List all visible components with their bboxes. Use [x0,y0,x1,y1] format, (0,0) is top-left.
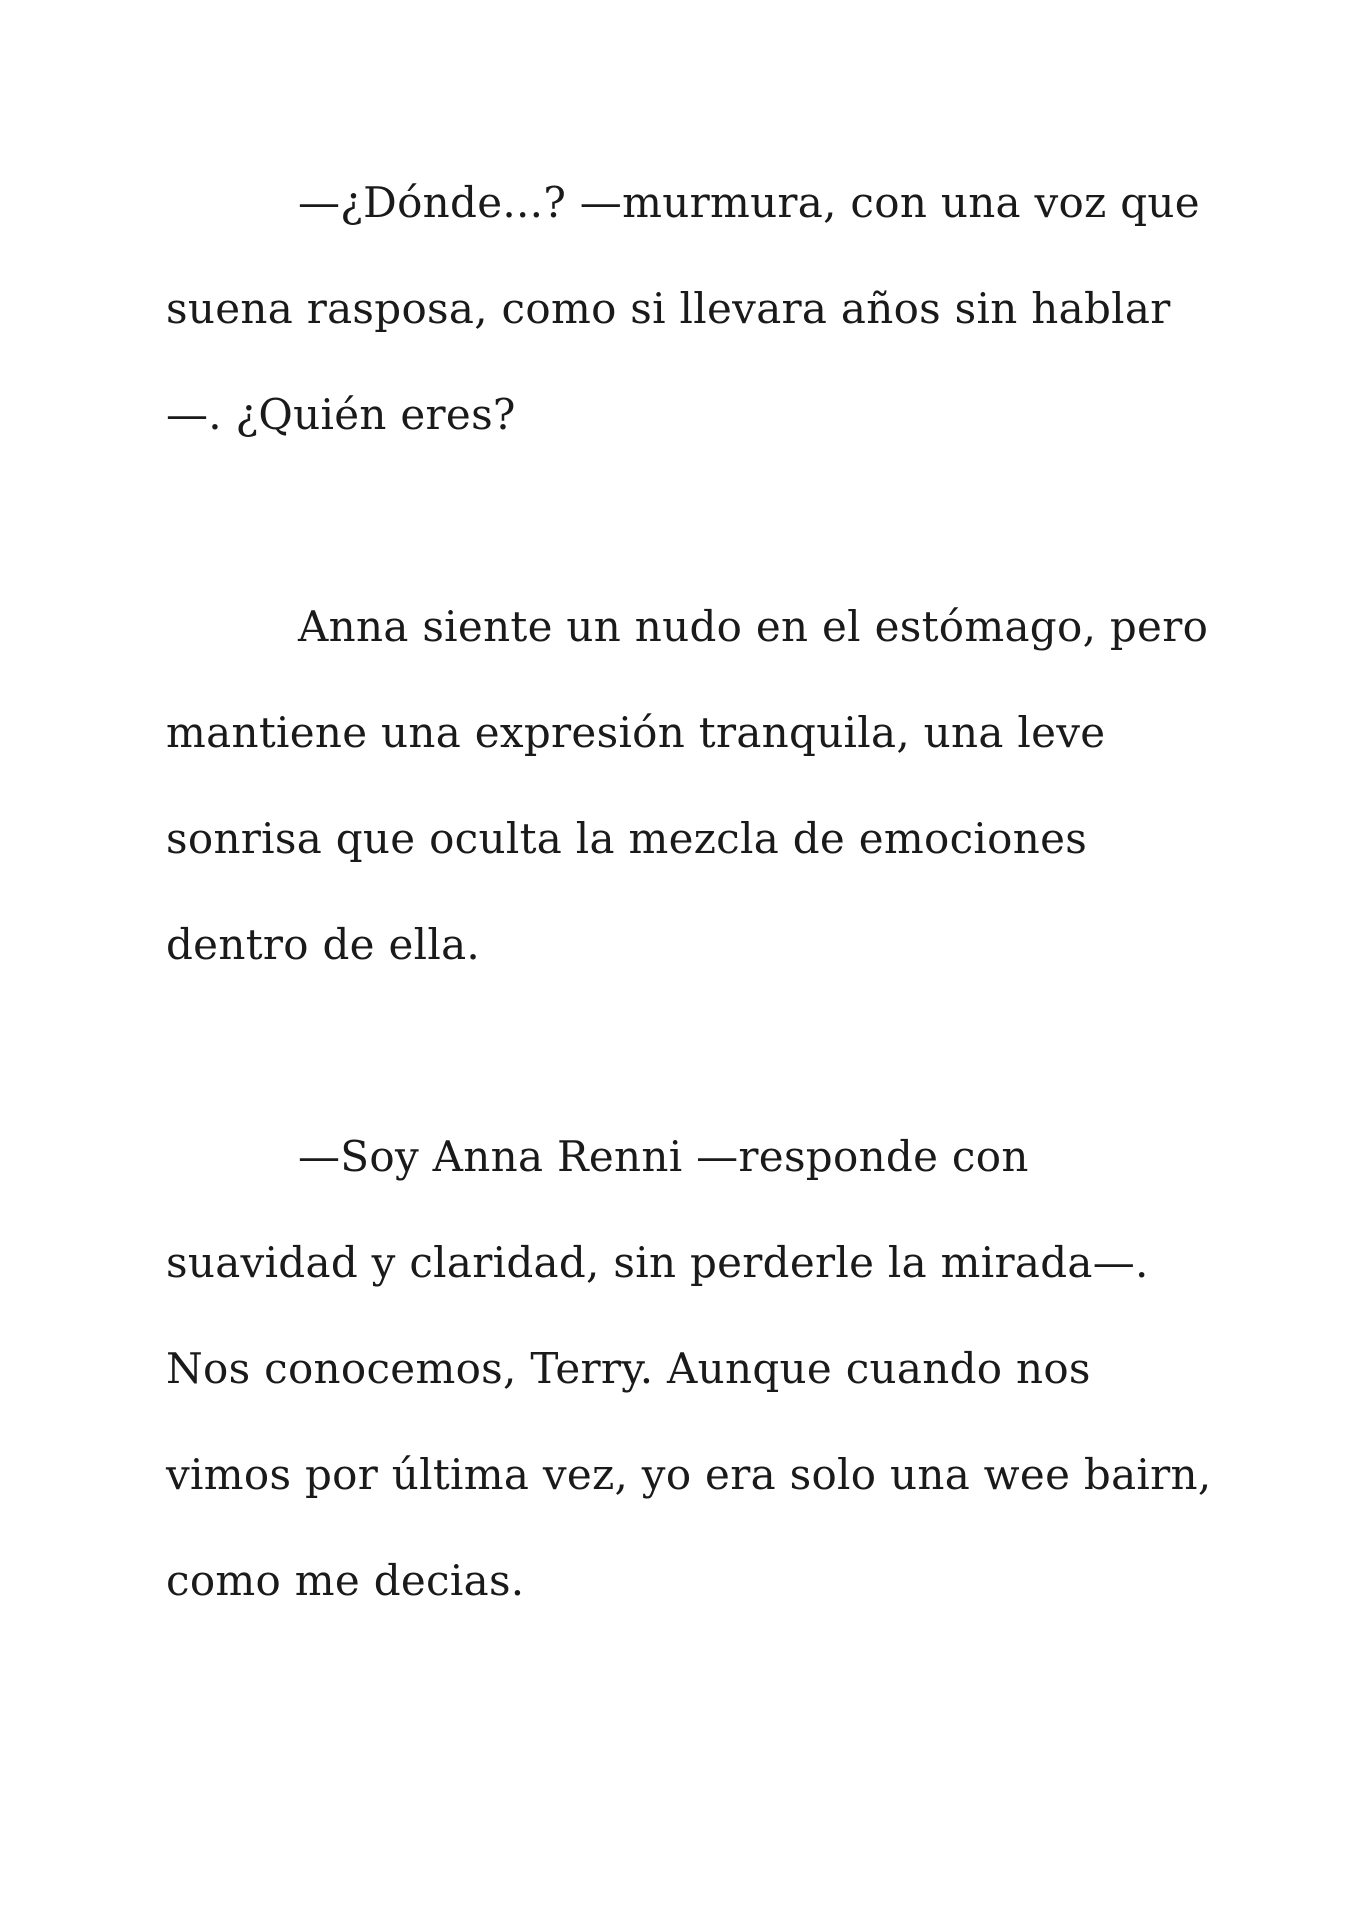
body-text [166,150,1216,1634]
paragraph-1: —¿Dónde...? —murmura, con una voz que suena rasposa, como si llevara años sin hablar—. ¿Quién eres? [166,178,1200,439]
paragraph-3: —Soy Anna Renni —responde con suavidad y claridad, sin perderle la mirada—. Nos conocemos, Terry. Aunque cuando nos vimos por última vez, yo era solo una wee bairn, como me decias. [166,1132,1212,1605]
paragraph-2: Anna siente un nudo en el estómago, pero mantiene una expresión tranquila, una leve sonrisa que oculta la mezcla de emociones dentro de ella. [166,602,1209,969]
